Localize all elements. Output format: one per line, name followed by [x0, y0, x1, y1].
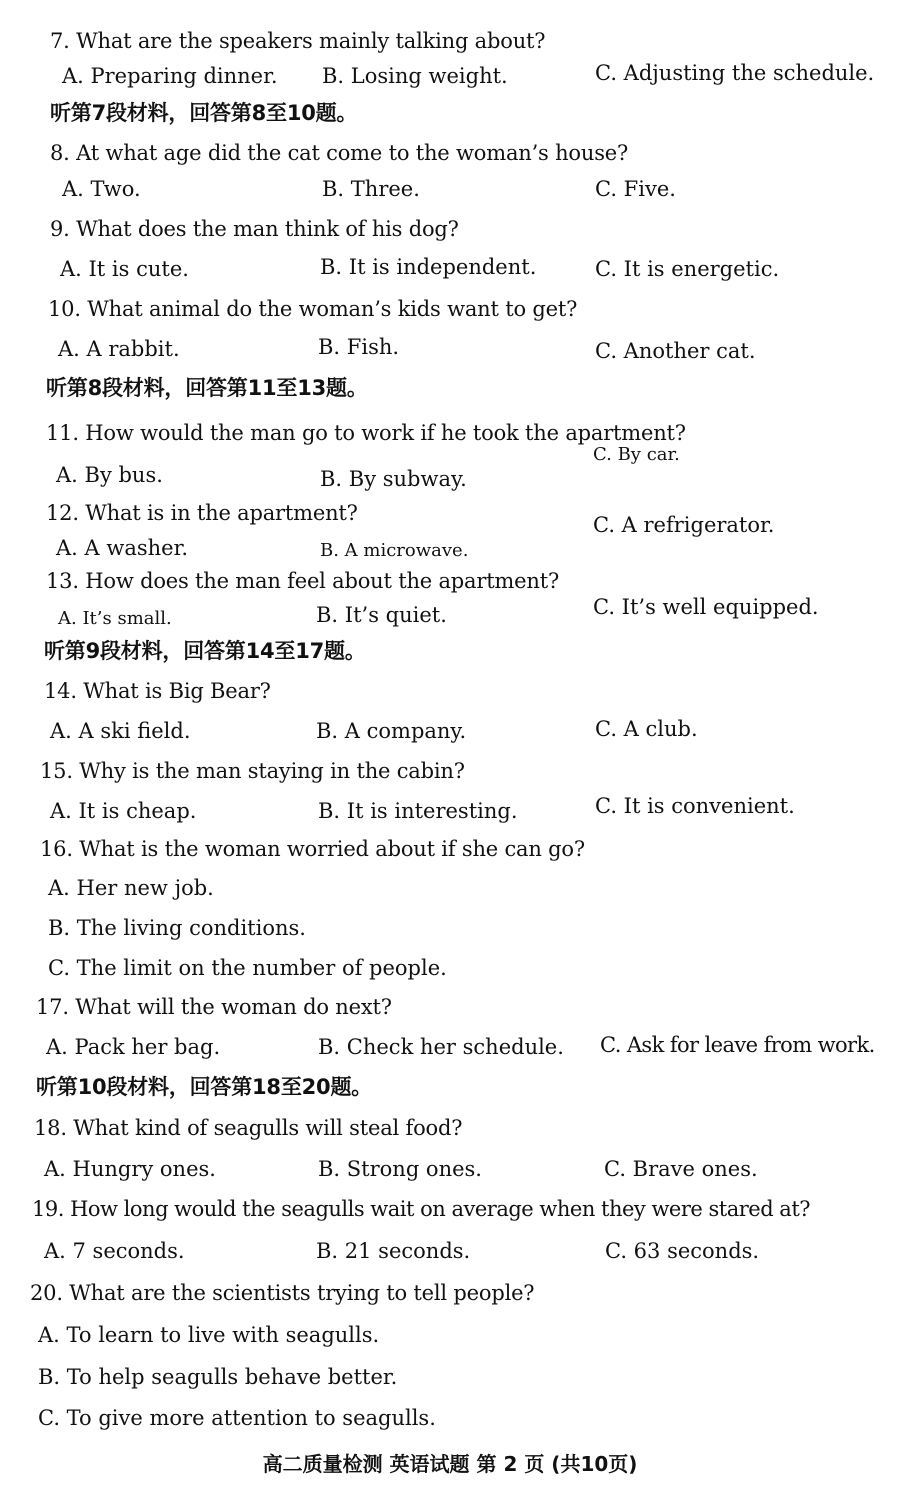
question-14: 14. What is Big Bear? — [44, 679, 271, 703]
q7-option-a: A. Preparing dinner. — [62, 64, 278, 88]
question-19: 19. How long would the seagulls wait on average when they were stared at? — [32, 1197, 811, 1221]
question-17: 17. What will the woman do next? — [36, 995, 392, 1019]
q20-option-a: A. To learn to live with seagulls. — [38, 1323, 380, 1347]
q14-option-b: B. A company. — [316, 719, 467, 743]
q17-option-c: C. Ask for leave from work. — [600, 1033, 875, 1057]
q13-option-c: C. It’s well equipped. — [593, 595, 819, 619]
question-12: 12. What is in the apartment? — [46, 501, 358, 525]
question-16: 16. What is the woman worried about if she can go? — [40, 837, 585, 861]
q19-option-a: A. 7 seconds. — [44, 1239, 185, 1263]
q9-option-c: C. It is energetic. — [595, 257, 780, 281]
question-13: 13. How does the man feel about the apartment? — [46, 569, 560, 593]
q17-option-b: B. Check her schedule. — [318, 1035, 564, 1059]
question-18: 18. What kind of seagulls will steal food? — [34, 1116, 463, 1140]
q18-option-c: C. Brave ones. — [604, 1157, 758, 1181]
q16-option-c: C. The limit on the number of people. — [48, 956, 447, 980]
q14-option-a: A. A ski field. — [50, 719, 191, 743]
q12-option-a: A. A washer. — [56, 536, 188, 560]
q9-option-b: B. It is independent. — [320, 255, 537, 279]
q7-option-c: C. Adjusting the schedule. — [595, 61, 875, 85]
question-8: 8. At what age did the cat come to the woman’s house? — [50, 141, 629, 165]
q18-option-a: A. Hungry ones. — [44, 1157, 216, 1181]
q7-option-b: B. Losing weight. — [322, 64, 508, 88]
q11-option-a: A. By bus. — [56, 463, 163, 487]
q12-option-c: C. A refrigerator. — [593, 513, 775, 537]
q16-option-a: A. Her new job. — [48, 876, 214, 900]
question-20: 20. What are the scientists trying to tell people? — [30, 1281, 535, 1305]
q16-option-b: B. The living conditions. — [48, 916, 306, 940]
q15-option-a: A. It is cheap. — [50, 799, 197, 823]
q11-option-b: B. By subway. — [320, 467, 467, 491]
question-11: 11. How would the man go to work if he took the apartment? — [46, 421, 686, 445]
q15-option-c: C. It is convenient. — [595, 794, 795, 818]
q17-option-a: A. Pack her bag. — [46, 1035, 221, 1059]
q10-option-a: A. A rabbit. — [58, 337, 180, 361]
q14-option-c: C. A club. — [595, 717, 698, 741]
section-heading-10: 听第10段材料，回答第18至20题。 — [36, 1075, 373, 1099]
q19-option-b: B. 21 seconds. — [316, 1239, 471, 1263]
question-9: 9. What does the man think of his dog? — [50, 217, 459, 241]
q19-option-c: C. 63 seconds. — [605, 1239, 760, 1263]
q13-option-b: B. It’s quiet. — [316, 603, 447, 627]
q10-option-c: C. Another cat. — [595, 339, 756, 363]
q8-option-a: A. Two. — [62, 177, 141, 201]
question-7: 7. What are the speakers mainly talking about? — [50, 29, 546, 53]
q13-option-a: A. It’s small. — [58, 608, 172, 629]
question-10: 10. What animal do the woman’s kids want to get? — [48, 297, 578, 321]
section-heading-9: 听第9段材料，回答第14至17题。 — [44, 639, 366, 663]
q18-option-b: B. Strong ones. — [318, 1157, 482, 1181]
section-heading-7: 听第7段材料，回答第8至10题。 — [50, 101, 358, 125]
question-15: 15. Why is the man staying in the cabin? — [40, 759, 465, 783]
q12-option-b: B. A microwave. — [320, 540, 469, 561]
q10-option-b: B. Fish. — [318, 335, 400, 359]
q9-option-a: A. It is cute. — [60, 257, 189, 281]
q20-option-b: B. To help seagulls behave better. — [38, 1365, 398, 1389]
q15-option-b: B. It is interesting. — [318, 799, 518, 823]
section-heading-8: 听第8段材料，回答第11至13题。 — [46, 376, 368, 400]
q11-option-c: C. By car. — [593, 444, 680, 465]
q8-option-b: B. Three. — [322, 177, 420, 201]
q20-option-c: C. To give more attention to seagulls. — [38, 1406, 436, 1430]
q8-option-c: C. Five. — [595, 177, 676, 201]
page-footer: 高二质量检测 英语试题 第 2 页 (共10页) — [262, 1452, 638, 1476]
